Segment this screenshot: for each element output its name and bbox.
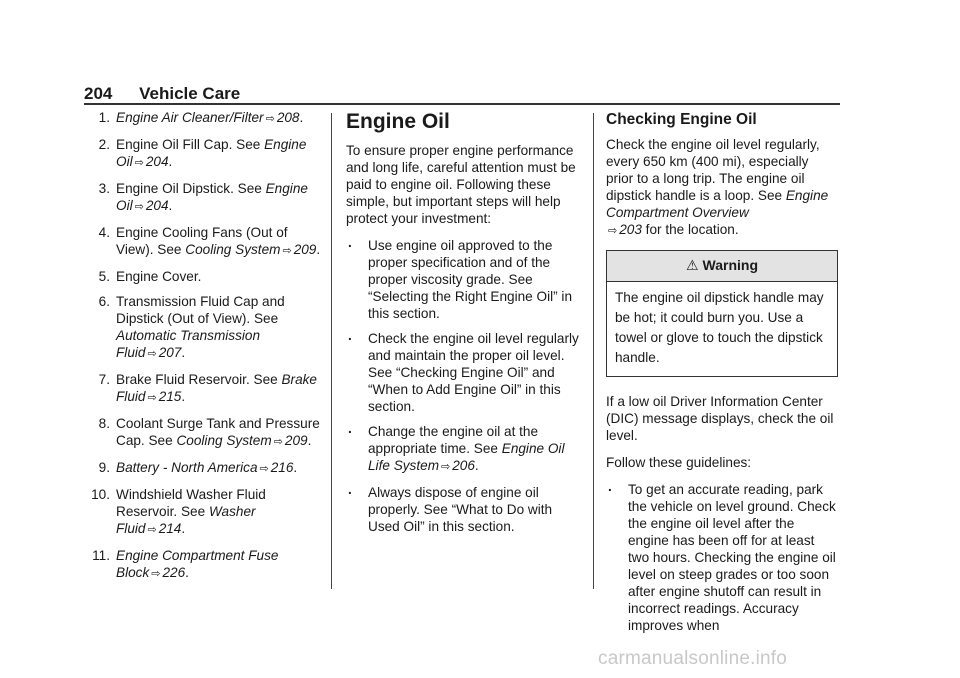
warning-title: Warning	[702, 257, 759, 273]
warning-box	[606, 250, 838, 377]
list-item	[84, 136, 324, 172]
item-text: Always dispose of engine oil properly. See “What to Do with Used Oil” in this section.	[368, 485, 553, 534]
item-number: 5 .	[84, 268, 110, 285]
subsection-title: Checking Engine Oil	[606, 111, 757, 128]
page-ref-icon: ⇨	[134, 157, 144, 169]
item-text: Use engine oil approved to the proper specification and of the proper viscosity grade. See “Selecting the Right Engine Oil” in this section.	[368, 238, 573, 321]
xref-page[interactable]: 208	[276, 110, 300, 125]
engine-oil-bullets	[346, 237, 582, 535]
checking-intro-text: Check the engine oil level regularly, every 650 km (400 mi), especially prior to a long trip. The engine oil dipstick handle is a loop. See	[606, 137, 820, 203]
watermark: carmanualsonline.info	[598, 648, 788, 669]
column-divider-1	[331, 113, 332, 589]
list-item	[84, 486, 324, 539]
item-text: Check the engine oil level regularly and maintain the proper oil level. See “Checking Engine Oil” and “When to Add Engine Oil” in this section.	[368, 331, 579, 414]
xref-link[interactable]: Cooling System	[185, 242, 281, 257]
item-punct: .	[181, 521, 186, 536]
header-rule	[84, 103, 840, 105]
xref-link[interactable]: Battery - North America	[116, 460, 258, 475]
item-text: Brake Fluid Reservoir. See	[116, 372, 282, 387]
xref-page[interactable]: 226	[162, 565, 186, 580]
xref-page[interactable]: 209	[284, 433, 308, 448]
item-text: Engine Cooling Fans (Out of View). See	[116, 225, 288, 257]
engine-oil-intro: To ensure proper engine performance and long life, careful attention must be paid to engine oil. Following these simple, but important steps will help protect your investment:	[346, 143, 576, 226]
page-ref-icon: ⇨	[259, 463, 269, 475]
item-number: 8 .	[84, 415, 110, 432]
item-punct: .	[181, 345, 186, 360]
section-name: Vehicle Care	[139, 84, 241, 103]
checking-intro	[606, 136, 838, 240]
list-item	[84, 371, 324, 407]
item-number: 4 .	[84, 224, 110, 241]
item-punct: .	[168, 154, 173, 169]
xref-link[interactable]: Engine Oil	[116, 137, 307, 169]
column-divider-2	[593, 113, 594, 589]
list-item	[84, 459, 324, 478]
left-column	[84, 107, 324, 591]
bullet-item	[346, 484, 582, 535]
xref-link[interactable]: Automatic Transmission Fluid	[116, 328, 261, 360]
page-ref-icon: ⇨	[147, 392, 157, 404]
xref-link[interactable]: Engine Air Cleaner/Filter	[116, 110, 264, 125]
item-number: 7 .	[84, 371, 110, 388]
follow-text: Follow these guidelines:	[606, 455, 752, 470]
item-text: Windshield Washer Fluid Reservoir. See	[116, 487, 266, 519]
item-text: Coolant Surge Tank and Pressure Cap. See	[116, 416, 320, 448]
item-punct: .	[299, 110, 304, 125]
list-item	[84, 224, 324, 260]
item-number: 2 .	[84, 136, 110, 153]
xref-link[interactable]: Engine Oil	[116, 181, 308, 213]
guideline-item: . To get an accurate reading, park the vehicle on level ground. Check the engine oil level after the engine has been off for at least two hours. Checking the engine oil level on steep grades or too soon after engine shutoff can result in incorrect readings. Accuracy improves when	[606, 481, 838, 634]
guideline-list	[606, 481, 838, 634]
item-punct: .	[168, 198, 173, 213]
section-title: Engine Oil	[346, 110, 450, 133]
warning-text: The engine oil dipstick handle may be hot; it could burn you. Use a towel or glove to touch the dipstick handle.	[615, 290, 824, 365]
page-ref-icon: ⇨	[134, 201, 144, 213]
list-item	[84, 547, 324, 583]
page-ref-icon: ⇨	[147, 524, 157, 536]
page-header	[84, 84, 240, 104]
item-punct: .	[185, 565, 189, 580]
page-ref-icon: ⇨	[273, 436, 283, 448]
parts-list	[84, 109, 324, 583]
warning-icon: ⚠	[685, 257, 699, 273]
xref-page[interactable]: 215	[158, 389, 182, 404]
item-number: 1 .	[84, 109, 110, 126]
page-ref-icon: ⇨	[608, 225, 618, 237]
xref-link[interactable]: Engine Compartment Overview	[606, 188, 829, 220]
item-punct: .	[474, 458, 479, 473]
item-number: 3 .	[84, 180, 110, 197]
item-punct: .	[293, 460, 298, 475]
warning-header	[607, 251, 837, 282]
item-punct: .	[181, 389, 186, 404]
item-text: Change the engine oil at the appropriate time. See	[368, 424, 539, 456]
list-item	[84, 109, 324, 128]
page-ref-icon: ⇨	[282, 245, 292, 257]
item-text: Engine Oil Fill Cap. See	[116, 137, 265, 152]
xref-page[interactable]: 206	[452, 458, 475, 473]
bullet-item	[346, 237, 582, 322]
item-number: 10 .	[84, 486, 110, 503]
xref-page[interactable]: 214	[158, 521, 182, 536]
xref-link[interactable]: Engine Compartment Fuse Block	[116, 548, 279, 580]
right-column	[606, 107, 838, 642]
list-item	[84, 180, 324, 216]
page-ref-icon: ⇨	[441, 461, 451, 473]
list-item	[84, 415, 324, 451]
xref-page[interactable]: 209	[293, 242, 317, 257]
xref-link[interactable]: Engine Oil Life System	[368, 441, 565, 473]
xref-link[interactable]: Brake Fluid	[116, 372, 317, 404]
xref-link[interactable]: Washer Fluid	[116, 504, 256, 536]
bullet-item	[346, 330, 582, 415]
xref-page[interactable]: 207	[158, 345, 182, 360]
list-item	[84, 293, 324, 363]
page-ref-icon: ⇨	[147, 348, 157, 360]
xref-page[interactable]: 216	[270, 460, 294, 475]
page-ref-icon: ⇨	[151, 568, 161, 580]
xref-page[interactable]: 204	[145, 198, 169, 213]
bullet-item	[346, 423, 582, 476]
item-number: 9 .	[84, 459, 110, 476]
item-punct: .	[307, 433, 312, 448]
item-text: Engine Cover.	[116, 269, 202, 284]
list-item	[84, 268, 324, 285]
dic-text: If a low oil Driver Information Center (DIC) message displays, check the oil level.	[606, 394, 834, 443]
xref-page[interactable]: 204	[145, 154, 169, 169]
item-number: 11 .	[84, 547, 110, 564]
checking-intro-tail: for the location.	[641, 222, 739, 237]
page-ref-icon: ⇨	[265, 113, 275, 125]
item-punct: .	[316, 242, 321, 257]
item-number: 6 .	[84, 293, 110, 310]
middle-column	[346, 107, 582, 543]
xref-link[interactable]: Cooling System	[176, 433, 272, 448]
item-text: Engine Oil Dipstick. See	[116, 181, 266, 196]
page-number: 204	[84, 84, 113, 103]
xref-page[interactable]: 203	[619, 222, 642, 237]
item-text: Transmission Fluid Cap and Dipstick (Out of View). See	[116, 294, 285, 326]
